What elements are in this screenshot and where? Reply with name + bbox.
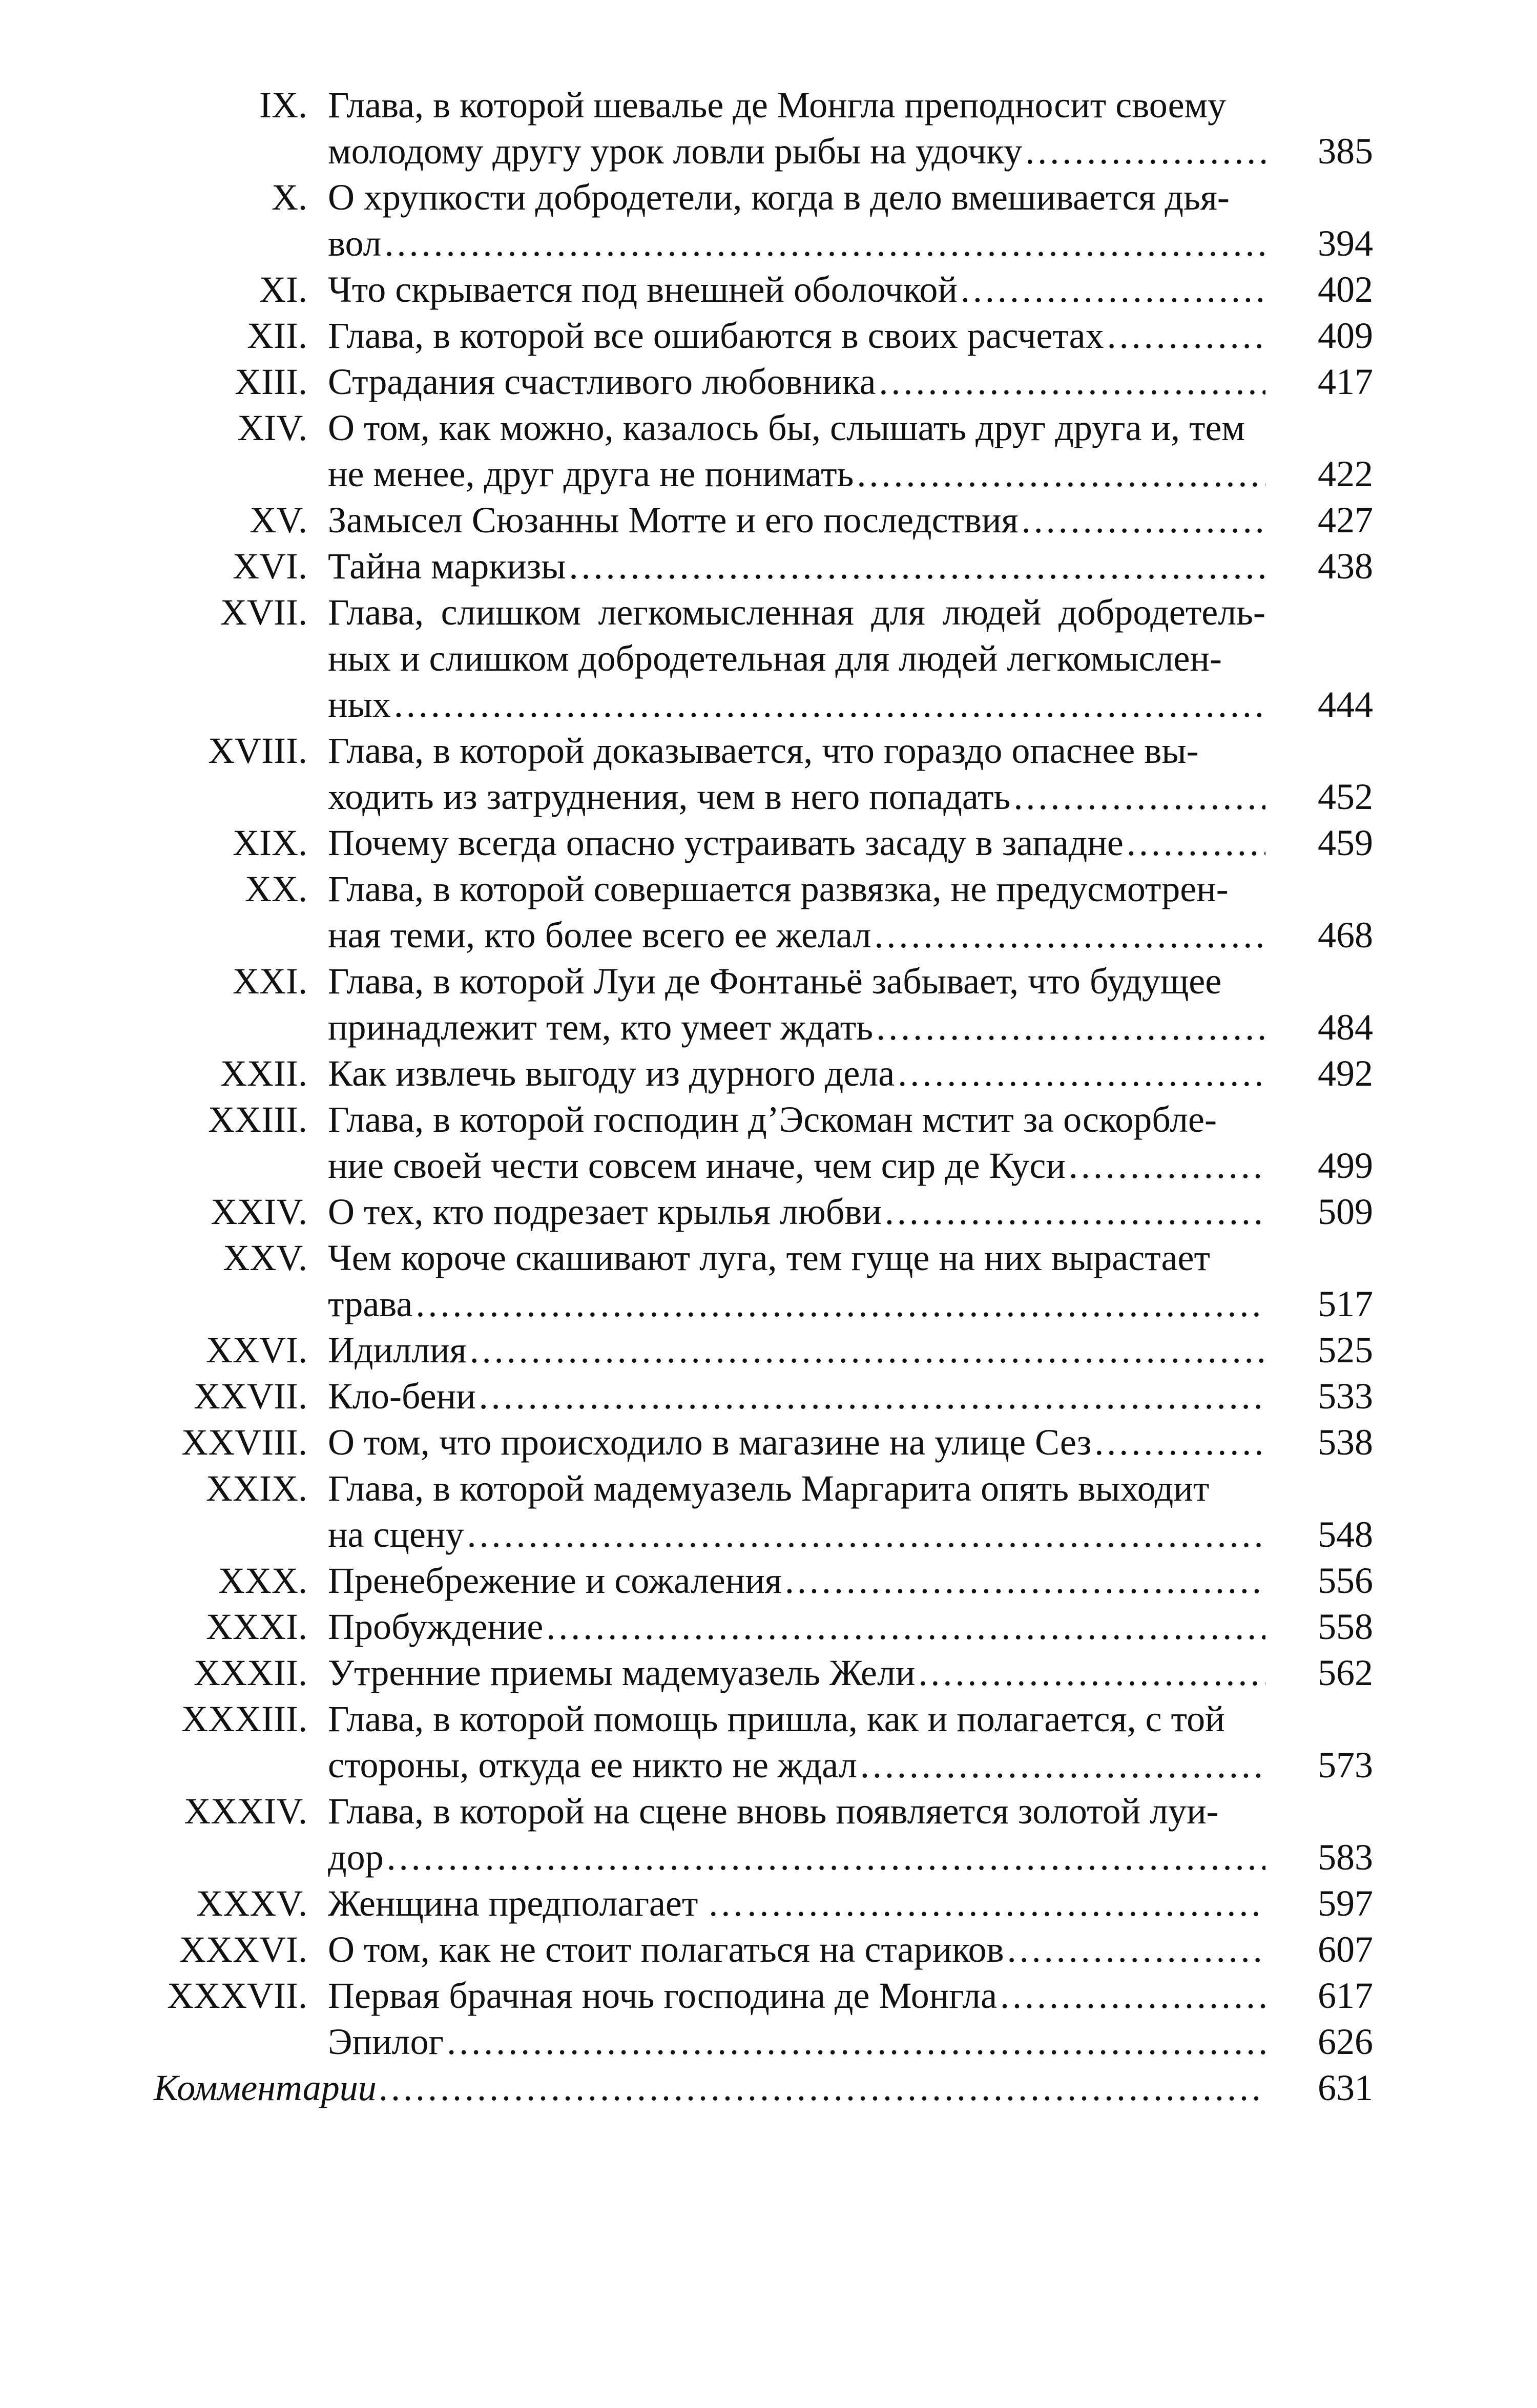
page-number: 394 xyxy=(1318,223,1373,264)
chapter-title-tail: Что скрывается под внешней оболочкой xyxy=(328,269,958,310)
chapter-title-tail: Утренние приемы мадемуазель Жели xyxy=(328,1652,916,1693)
toc-entry-xxv xyxy=(154,1235,1373,1327)
dot-leader xyxy=(1069,1143,1265,1189)
chapter-number: XXXI. xyxy=(206,1606,307,1647)
toc-entry-xxvi xyxy=(154,1327,1373,1373)
chapter-title-tail: Первая брачная ночь господина де Монгла xyxy=(328,1975,998,2016)
chapter-number: IX. xyxy=(259,85,307,126)
toc-entry-xx xyxy=(154,866,1373,958)
chapter-title-tail: О том, как не стоит полагаться на стариков xyxy=(328,1929,1004,1970)
chapter-number: XX. xyxy=(245,868,307,909)
toc-entry-xxxi xyxy=(154,1604,1373,1650)
page-number: 538 xyxy=(1318,1422,1373,1463)
chapter-title-lead: Глава, в которой господин д’Эскоман мстит за оскорбле- xyxy=(328,1099,1217,1140)
toc-entry-xi xyxy=(154,266,1373,313)
dot-leader xyxy=(467,1511,1265,1558)
dot-leader xyxy=(874,912,1265,958)
dot-leader xyxy=(387,1834,1265,1880)
commentary-title: Комментарии xyxy=(154,2067,377,2108)
chapter-number: XIII. xyxy=(235,361,307,402)
chapter-number: XXIV. xyxy=(211,1191,307,1232)
toc-entry-xviii xyxy=(154,728,1373,820)
chapter-title-tail: Глава, в которой все ошибаются в своих расчетах xyxy=(328,315,1104,356)
page-number: 626 xyxy=(1318,2021,1373,2062)
toc-entry-xv xyxy=(154,497,1373,543)
toc-entry-xxx xyxy=(154,1558,1373,1604)
toc-entry-xiv xyxy=(154,405,1373,497)
dot-leader xyxy=(1025,128,1265,174)
chapter-title-tail: Идиллия xyxy=(328,1330,467,1371)
page-number: 631 xyxy=(1318,2067,1373,2108)
toc-entry-xxviii xyxy=(154,1419,1373,1465)
chapter-number: XXXVII. xyxy=(167,1975,307,2016)
toc-entry-xxxii xyxy=(154,1650,1373,1696)
toc-entry-xxvii xyxy=(154,1373,1373,1419)
page-number: 438 xyxy=(1318,546,1373,587)
chapter-title-tail: Замысел Сюзанны Мотте и его последствия xyxy=(328,500,1019,541)
page-number: 499 xyxy=(1318,1145,1373,1186)
toc-entry-epilogue xyxy=(154,2019,1373,2065)
page-number: 573 xyxy=(1318,1745,1373,1786)
chapter-title-lead: О том, как можно, казалось бы, слышать друг друга и, тем xyxy=(328,407,1245,448)
chapter-title-tail: вол xyxy=(328,223,382,264)
chapter-number: XVIII. xyxy=(208,730,307,771)
chapter-title-tail: Страдания счастливого любовника xyxy=(328,361,876,402)
toc-entry-xxiv xyxy=(154,1189,1373,1235)
page-number: 617 xyxy=(1318,1975,1373,2016)
page-number: 427 xyxy=(1318,500,1373,541)
chapter-number: XVI. xyxy=(233,546,307,587)
toc-entry-xxxiv xyxy=(154,1788,1373,1880)
chapter-number: XXX. xyxy=(218,1560,307,1601)
chapter-title-tail: дор xyxy=(328,1837,384,1878)
chapter-number: XVII. xyxy=(220,592,307,633)
toc-entry-xxiii xyxy=(154,1096,1373,1189)
chapter-number: XIV. xyxy=(237,407,307,448)
page-number: 402 xyxy=(1318,269,1373,310)
page-number: 562 xyxy=(1318,1652,1373,1693)
toc-entry-xxii xyxy=(154,1050,1373,1096)
chapter-title-tail: Женщина предполагает … xyxy=(328,1883,744,1924)
chapter-number: XXXVI. xyxy=(179,1929,307,1970)
page-number: 583 xyxy=(1318,1837,1373,1878)
chapter-title-tail: не менее, друг друга не понимать xyxy=(328,453,854,494)
chapter-number: XXVII. xyxy=(194,1376,307,1417)
chapter-title-lead: Чем короче скашивают луга, тем гуще на них вырастает xyxy=(328,1237,1210,1278)
dot-leader xyxy=(1000,1973,1265,2019)
dot-leader xyxy=(1007,1926,1265,1973)
page-number: 607 xyxy=(1318,1929,1373,1970)
page-number: 509 xyxy=(1318,1191,1373,1232)
chapter-number: XXVIII. xyxy=(181,1422,307,1463)
chapter-title-lead: Глава, слишком легкомысленная для людей добродетель- ных и слишком добродетельная для людей легкомыслен- xyxy=(328,592,1265,679)
chapter-title-tail: Тайна маркизы xyxy=(328,546,566,587)
dot-leader xyxy=(380,2065,1265,2111)
chapter-title-lead: Глава, в которой мадемуазель Маргарита опять выходит xyxy=(328,1468,1210,1509)
page-number: 385 xyxy=(1318,131,1373,172)
chapter-title-tail: Кло-бени xyxy=(328,1376,476,1417)
dot-leader xyxy=(447,2019,1265,2065)
chapter-title-lead: Глава, в которой на сцене вновь появляется золотой луи- xyxy=(328,1791,1219,1832)
dot-leader xyxy=(918,1650,1265,1696)
dot-leader xyxy=(546,1604,1265,1650)
chapter-title-lead: Глава, в которой совершается развязка, не предусмотрен- xyxy=(328,868,1229,909)
chapter-title-tail: Как извлечь выгоду из дурного дела xyxy=(328,1053,895,1094)
chapter-number: XXXV. xyxy=(196,1883,307,1924)
epilogue-title: Эпилог xyxy=(328,2021,444,2062)
chapter-title-tail: на сцену xyxy=(328,1514,464,1555)
page-number: 525 xyxy=(1318,1330,1373,1371)
dot-leader xyxy=(1013,774,1265,820)
page-number: 452 xyxy=(1318,776,1373,817)
toc-entry-x xyxy=(154,174,1373,266)
dot-leader xyxy=(1094,1419,1265,1465)
dot-leader xyxy=(1107,313,1265,359)
page-number: 422 xyxy=(1318,453,1373,494)
toc-entry-xvi xyxy=(154,543,1373,589)
chapter-title-lead: О хрупкости добродетели, когда в дело вмешивается дья- xyxy=(328,177,1230,218)
toc-entry-ix xyxy=(154,82,1373,174)
dot-leader xyxy=(1022,497,1265,543)
dot-leader xyxy=(416,1281,1265,1327)
page-number: 468 xyxy=(1318,915,1373,956)
chapter-title-tail: трава xyxy=(328,1283,413,1324)
chapter-title-tail: ходить из затруднения, чем в него попадать xyxy=(328,776,1011,817)
chapter-number: XXI. xyxy=(233,961,307,1002)
chapter-number: XXXII. xyxy=(194,1652,307,1693)
toc-entry-commentary xyxy=(154,2065,1373,2111)
table-of-contents xyxy=(154,82,1373,2111)
page-number: 597 xyxy=(1318,1883,1373,1924)
chapter-number: X. xyxy=(272,177,307,218)
chapter-number: XXXIV. xyxy=(184,1791,307,1832)
chapter-title-lead: Глава, в которой шевалье де Монгла преподносит своему xyxy=(328,85,1227,126)
page-number: 517 xyxy=(1318,1283,1373,1324)
toc-entry-xii xyxy=(154,313,1373,359)
dot-leader xyxy=(879,359,1265,405)
page-number: 556 xyxy=(1318,1560,1373,1601)
chapter-title-tail: ние своей чести совсем иначе, чем сир де Куси xyxy=(328,1145,1066,1186)
toc-entry-xvii xyxy=(154,589,1373,728)
chapter-title-lead: Глава, в которой помощь пришла, как и полагается, с той xyxy=(328,1698,1225,1739)
page-number: 533 xyxy=(1318,1376,1373,1417)
chapter-title-tail: О том, что происходило в магазине на улице Сез xyxy=(328,1422,1092,1463)
chapter-title-tail: Пробуждение xyxy=(328,1606,544,1647)
chapter-number: XXII. xyxy=(220,1053,307,1094)
chapter-number: XXIX. xyxy=(206,1468,307,1509)
chapter-number: XXV. xyxy=(223,1237,307,1278)
page-number: 417 xyxy=(1318,361,1373,402)
dot-leader xyxy=(961,266,1265,313)
chapter-number: XXXIII. xyxy=(181,1698,307,1739)
dot-leader xyxy=(569,543,1265,589)
chapter-number: XIX. xyxy=(233,822,307,863)
toc-entry-xxxv xyxy=(154,1880,1373,1926)
page-number: 558 xyxy=(1318,1606,1373,1647)
dot-leader xyxy=(898,1050,1265,1096)
chapter-number: XI. xyxy=(259,269,307,310)
chapter-number: XV. xyxy=(250,500,307,541)
chapter-title-lead: Глава, в которой Луи де Фонтаньё забывает, что будущее xyxy=(328,961,1222,1002)
page-number: 409 xyxy=(1318,315,1373,356)
toc-entry-xxxvi xyxy=(154,1926,1373,1973)
toc-entry-xxxiii xyxy=(154,1696,1373,1788)
toc-entry-xxix xyxy=(154,1465,1373,1558)
dot-leader xyxy=(479,1373,1265,1419)
page-number: 548 xyxy=(1318,1514,1373,1555)
toc-entry-xiii xyxy=(154,359,1373,405)
chapter-title-tail: ная теми, кто более всего ее желал xyxy=(328,915,871,956)
chapter-title-tail: молодому другу урок ловли рыбы на удочку xyxy=(328,131,1023,172)
chapter-number: XXIII. xyxy=(208,1099,307,1140)
dot-leader xyxy=(785,1558,1265,1604)
dot-leader xyxy=(885,1189,1265,1235)
chapter-title-tail: принадлежит тем, кто умеет ждать xyxy=(328,1007,874,1048)
dot-leader xyxy=(876,1004,1265,1050)
page-number: 484 xyxy=(1318,1007,1373,1048)
dot-leader xyxy=(384,220,1265,266)
chapter-title-tail: Пренебрежение и сожаления xyxy=(328,1560,782,1601)
page-number: 444 xyxy=(1318,684,1373,725)
dot-leader xyxy=(394,681,1265,728)
page-number: 492 xyxy=(1318,1053,1373,1094)
dot-leader xyxy=(860,1742,1265,1788)
chapter-title-tail: стороны, откуда ее никто не ждал xyxy=(328,1745,857,1786)
page-number: 459 xyxy=(1318,822,1373,863)
chapter-number: XXVI. xyxy=(206,1330,307,1371)
chapter-title-tail: О тех, кто подрезает крылья любви xyxy=(328,1191,882,1232)
dot-leader xyxy=(470,1327,1265,1373)
dot-leader xyxy=(857,451,1265,497)
chapter-title-tail: Почему всегда опасно устраивать засаду в западне xyxy=(328,822,1124,863)
dot-leader xyxy=(1127,820,1265,866)
chapter-title-tail: ных xyxy=(328,684,391,725)
toc-entry-xix xyxy=(154,820,1373,866)
toc-entry-xxxvii xyxy=(154,1973,1373,2019)
chapter-number: XII. xyxy=(247,315,307,356)
dot-leader xyxy=(747,1880,1265,1926)
toc-entry-xxi xyxy=(154,958,1373,1050)
chapter-title-lead: Глава, в которой доказывается, что гораздо опаснее вы- xyxy=(328,730,1199,771)
